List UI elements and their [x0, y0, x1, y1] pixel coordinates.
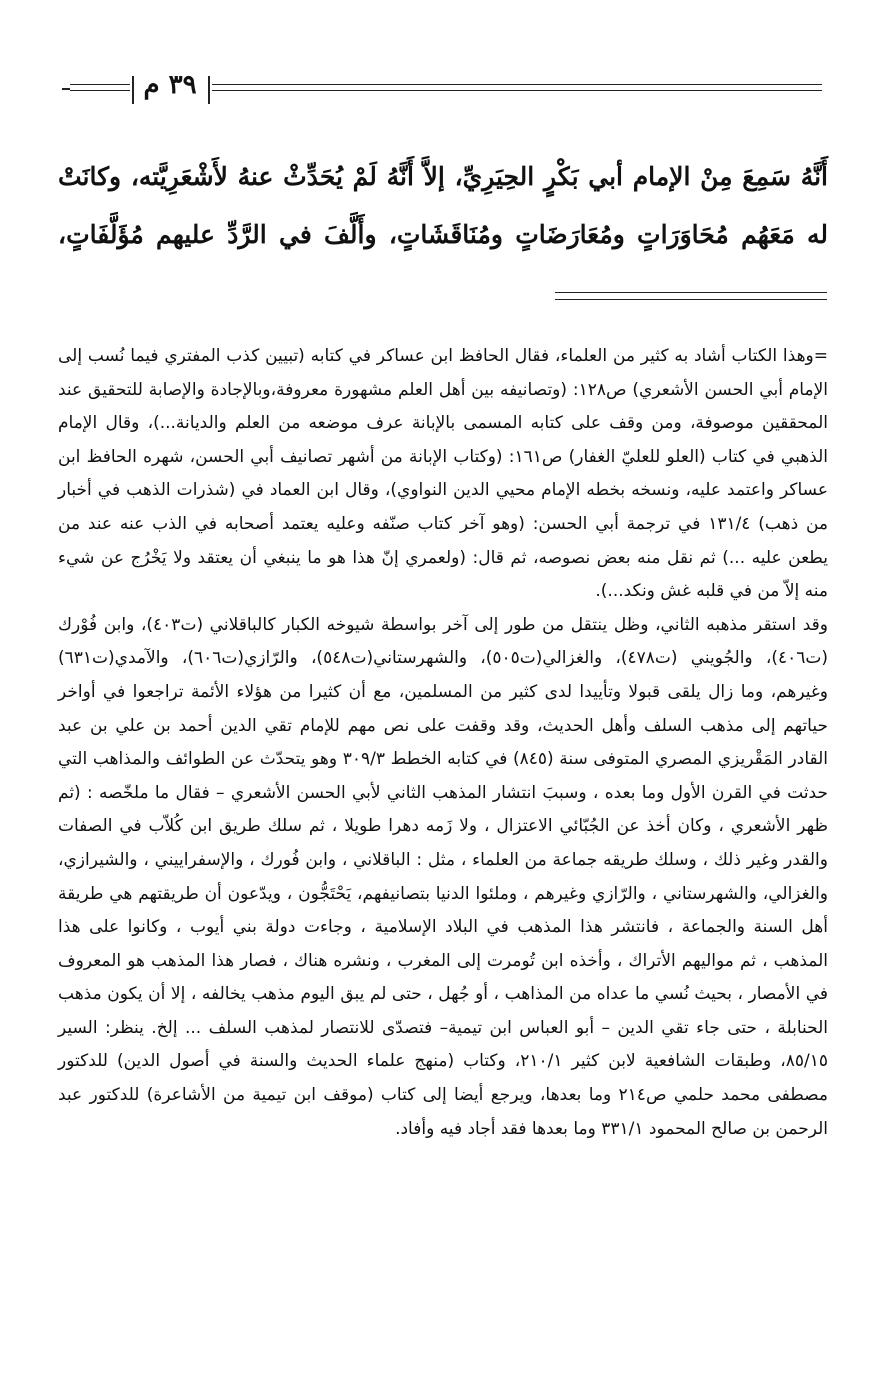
footnote-paragraph-2: وقد استقر مذهبه الثاني، وظل ينتقل من طور إلى آخر بواسطة شيوخه الكبار كالباقلاني (ت٤٠٣)، وابن فُوْرك (ت٤٠٦)، والجُويني (ت٤٧٨)، والغزالي(ت٥٠٥)، والشهرستاني(ت٥٤٨)، والرّازي(ت٦٠٦)، والآمدي(ت٦٣١) وغيرهم، وما زال يلقى قبولا وتأييدا لدى كثير من المسلمين، مع أن كثيرا من هؤلاء الأئمة تراجعوا في أواخر حياتهم إلى مذهب السلف وأهل الحديث، وقد وقفت على نص مهم للإمام تقي الدين أحمد بن علي بن عبد القادر المَقْريزي المصري المتوفى سنة (٨٤٥) في كتابه الخطط ٣٠٩/٣ وهو يتحدّث عن الطوائف والمذاهب التي حدثت في القرن الأول وما بعده ، وسببَ انتشار المذهب الثاني لأبي الحسن الأشعري – فقال ما ملخّصه : (ثم ظهر الأشعري ، وكان أخذ عن الجُبّائي الاعتزال ، ولا زَمه دهرا طويلا ، ثم سلك طريق ابن كُلاّب في الصفات والقدر وغير ذلك ، وسلك طريقه جماعة من العلماء ، مثل : الباقلاني ، وابن فُورك ، والإسفراييني ، والشيرازي، والغزالي، والشهرستاني ، والرّازي وغيرهم ، وملئوا الدنيا بتصانيفهم، يَحْتَجُّون ، ويدّعون أن طريقتهم هي طريقة أهل السنة والجماعة ، فانتشر هذا المذهب في البلاد الإسلامية ، وجاءت دولة بني أيوب ، وكانوا على هذا المذهب ، ثم مواليهم الأتراك ، وأخذه ابن تُومرت إلى المغرب ، ونشره هناك ، فصار هذا المذهب هو المعروف في الأمصار ، بحيث نُسي ما عداه من المذاهب ، أو جُهل ، حتى لم يبق اليوم مذهب يخالفه ، إلا أن يكون مذهب الحنابلة ، حتى جاء تقي الدين – أبو العباس ابن تيمية– فتصدّى للانتصار لمذهب السلف ... إلخ. ينظر: السير ٨٥/١٥، وطبقات الشافعية لابن كثير ٢١٠/١، وكتاب (منهج علماء الحديث والسنة في أصول الدين) للدكتور مصطفى محمد حلمي ص٢١٤ وما بعدها، ويرجع أيضا إلى كتاب (موقف ابن تيمية من الأشاعرة) للدكتور عبد الرحمن بن صالح المحمود ٣٣١/١ وما بعدها فقد أجاد فيه وأفاد.	[58, 614, 828, 1139]
footnote-separator	[555, 292, 827, 300]
footnote-paragraph-1: =وهذا الكتاب أشاد به كثير من العلماء، فقال الحافظ ابن عساكر في كتابه (تبيين كذب المفتري فيما نُسب إلى الإمام أبي الحسن الأشعري) ص١٢٨: (وتصانيفه بين أهل العلم مشهورة معروفة،وبالإجادة والإصابة للتحقيق عند المحققين موصوفة، ومن وقف على كتابه المسمى بالإبانة عرف موضعه من العلم والديانة...)، وقال الإمام الذهبي في كتاب (العلو للعليّ الغفار) ص١٦١: (وكتاب الإبانة من أشهر تصانيف أبي الحسن، شهره الحافظ ابن عساكر واعتمد عليه، ونسخه بخطه الإمام محيي الدين النواوي)، وقال ابن العماد في (شذرات الذهب في أخبار من ذهب) ١٣١/٤ في ترجمة أبي الحسن: (وهو آخر كتاب صنّفه وعليه يعتمد أصحابه في الذب عنه عند من يطعن عليه ...) ثم نقل منه بعض نصوصه، ثم قال: (ولعمري إنّ هذا هو ما ينبغي أن يعتقد ولا يَخْرُج عن شيء منه إلاّ من في قلبه غش ونكد...).	[58, 346, 829, 602]
header-bar-right	[208, 76, 210, 104]
header-rule-left-short	[62, 88, 70, 90]
header-rule-right	[212, 84, 822, 91]
main-paragraph: أَنَّهُ سَمِعَ مِنْ الإمام أبي بَكْرٍ الحِيَرِيِّ، إلاَّ أَنَّهُ لَمْ يُحَدِّثْ عنهُ لأَشْعَرِيَّته، وكانَتْ له مَعَهُم مُحَاوَرَاتٍ ومُعَارَضَاتٍ ومُنَاقَشَاتٍ، وأَلَّفَ في الرَّدِّ عليهم مُؤَلَّفَاتٍ،	[58, 162, 828, 249]
footnotes	[58, 340, 828, 1146]
page-header	[62, 68, 822, 108]
page-number: ٣٩ م	[143, 70, 197, 100]
main-text	[58, 148, 828, 264]
header-rule-left	[70, 84, 130, 91]
